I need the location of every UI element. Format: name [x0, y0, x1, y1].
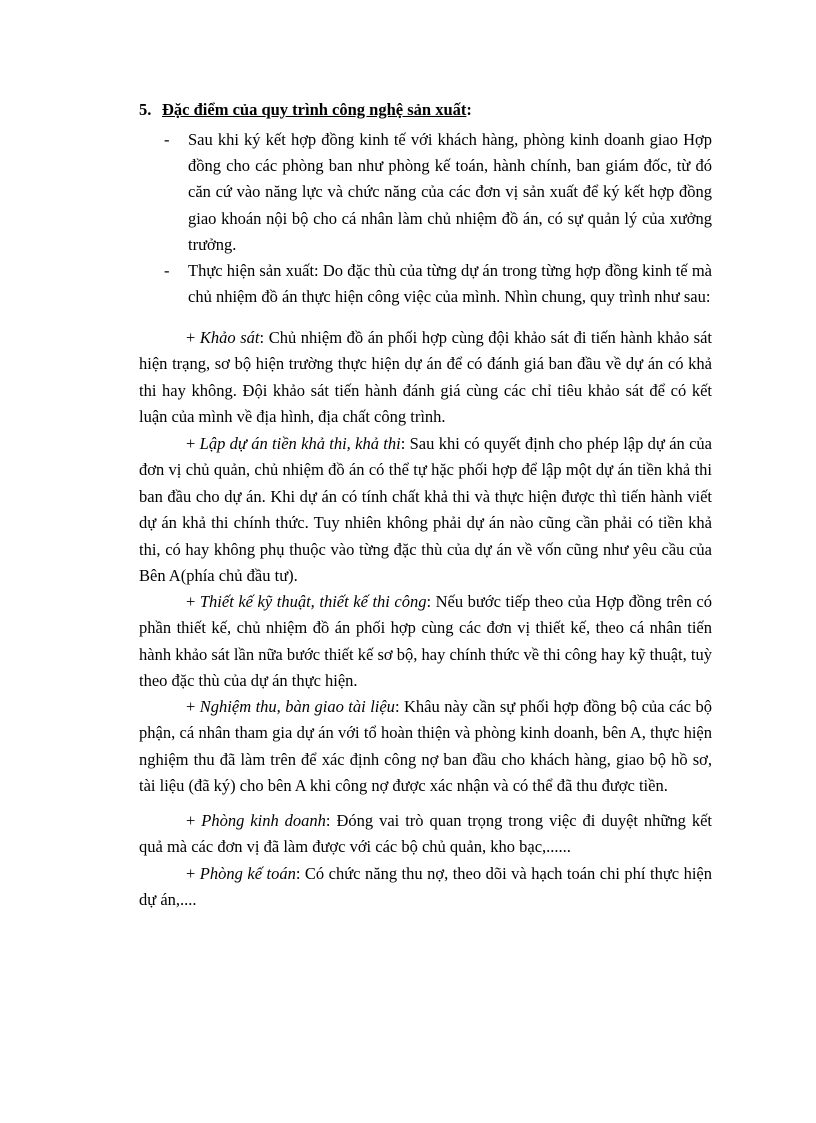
- step-paragraph-survey: [139, 325, 712, 431]
- section-colon: :: [466, 100, 472, 119]
- step-paragraph-feasibility: [139, 431, 712, 589]
- step-label: Lập dự án tiền khả thi, khả thi: [199, 434, 401, 453]
- step-label: Thiết kế kỹ thuật, thiết kế thi công: [199, 592, 427, 611]
- section-title: Đặc điểm của quy trình công nghệ sản xuất: [162, 100, 467, 119]
- step-prefix: +: [186, 697, 200, 716]
- section-number: 5.: [139, 100, 152, 119]
- step-text: : Khâu này cần sự phối hợp đồng bộ của các bộ phận, cá nhân tham gia dự án với tổ hoàn thiện và phòng kinh doanh, bên A, thực hiện nghiệm thu đã làm trên để xác định công nợ ban đầu cho khách hàng, giao bộ hồ sơ, tài liệu (đã ký) cho bên A khi công nợ được xác nhận và có thể đã thu được tiền.: [139, 697, 712, 796]
- step-text: : Chủ nhiệm đồ án phối hợp cùng đội khảo sát đi tiến hành khảo sát hiện trạng, sơ bộ hiện trường thực hiện dự án để có đánh giá ban đầu về dự án có khả thi hay không. Đội khảo sát tiến hành đánh giá cùng các chỉ tiêu khảo sát để có kết luận của mình về địa hình, địa chất công trình.: [139, 328, 712, 427]
- bullet-dash: -: [164, 130, 170, 149]
- step-text: : Nếu bước tiếp theo của Hợp đồng trên có phần thiết kế, chủ nhiệm đồ án phối hợp cùng các đơn vị thiết kế, theo cá nhân tiến hành khảo sát lần nữa bước thiết kế sơ bộ, hay chính thức về thi công hay kỹ thuật, tuỳ theo đặc thù của dự án thực hiện.: [139, 592, 712, 691]
- step-paragraph-business-dept: [139, 808, 712, 861]
- step-text: : Đóng vai trò quan trọng trong việc đi duyệt những kết quả mà các đơn vị đã làm được với các bộ chủ quản, kho bạc,......: [139, 811, 712, 857]
- step-label: Khảo sát: [199, 328, 260, 347]
- step-paragraph-accounting-dept: [139, 861, 712, 914]
- step-prefix: +: [186, 592, 200, 611]
- section-heading: [139, 100, 472, 120]
- step-label: Phòng kế toán: [199, 864, 296, 883]
- step-prefix: +: [186, 328, 200, 347]
- step-paragraph-acceptance: [139, 694, 712, 800]
- bullet-dash: -: [164, 261, 170, 280]
- step-text: : Sau khi có quyết định cho phép lập dự án của đơn vị chủ quản, chủ nhiệm đồ án có thể tự hặc phối hợp để lập một dự án tiền khả thi ban đầu cho dự án. Khi dự án có tính chất khả thi và thực hiện được thì tiến hành viết dự án khả thi chính thức. Tuy nhiên không phải dự án nào cũng cần phải có tiền khả thi, có hay không phụ thuộc vào từng đặc thù của dự án về vốn cũng như yêu cầu của Bên A(phía chủ đầu tư).: [139, 434, 712, 586]
- step-paragraph-design: [139, 589, 712, 695]
- step-label: Phòng kinh doanh: [201, 811, 326, 830]
- step-prefix: +: [186, 811, 202, 830]
- bullet-item-contract: [164, 127, 712, 258]
- step-prefix: +: [186, 864, 200, 883]
- bullet-text: Thực hiện sản xuất: Do đặc thù của từng dự án trong từng hợp đồng kinh tế mà chủ nhiệm đồ án thực hiện công việc của mình. Nhìn chung, quy trình như sau:: [188, 261, 712, 307]
- step-text: : Có chức năng thu nợ, theo dõi và hạch toán chi phí thực hiện dự án,....: [139, 864, 712, 910]
- bullet-text: Sau khi ký kết hợp đồng kinh tế với khách hàng, phòng kinh doanh giao Hợp đồng cho các phòng ban như phòng kế toán, hành chính, ban giám đốc, từ đó căn cứ vào năng lực và chức năng của các đơn vị sản xuất để ký kết hợp đồng giao khoán nội bộ cho cá nhân làm chủ nhiệm đồ án, có sự quản lý của xưởng trưởng.: [188, 130, 712, 254]
- step-label: Nghiệm thu, bàn giao tài liệu: [199, 697, 395, 716]
- bullet-item-production: [164, 258, 712, 310]
- step-prefix: +: [186, 434, 200, 453]
